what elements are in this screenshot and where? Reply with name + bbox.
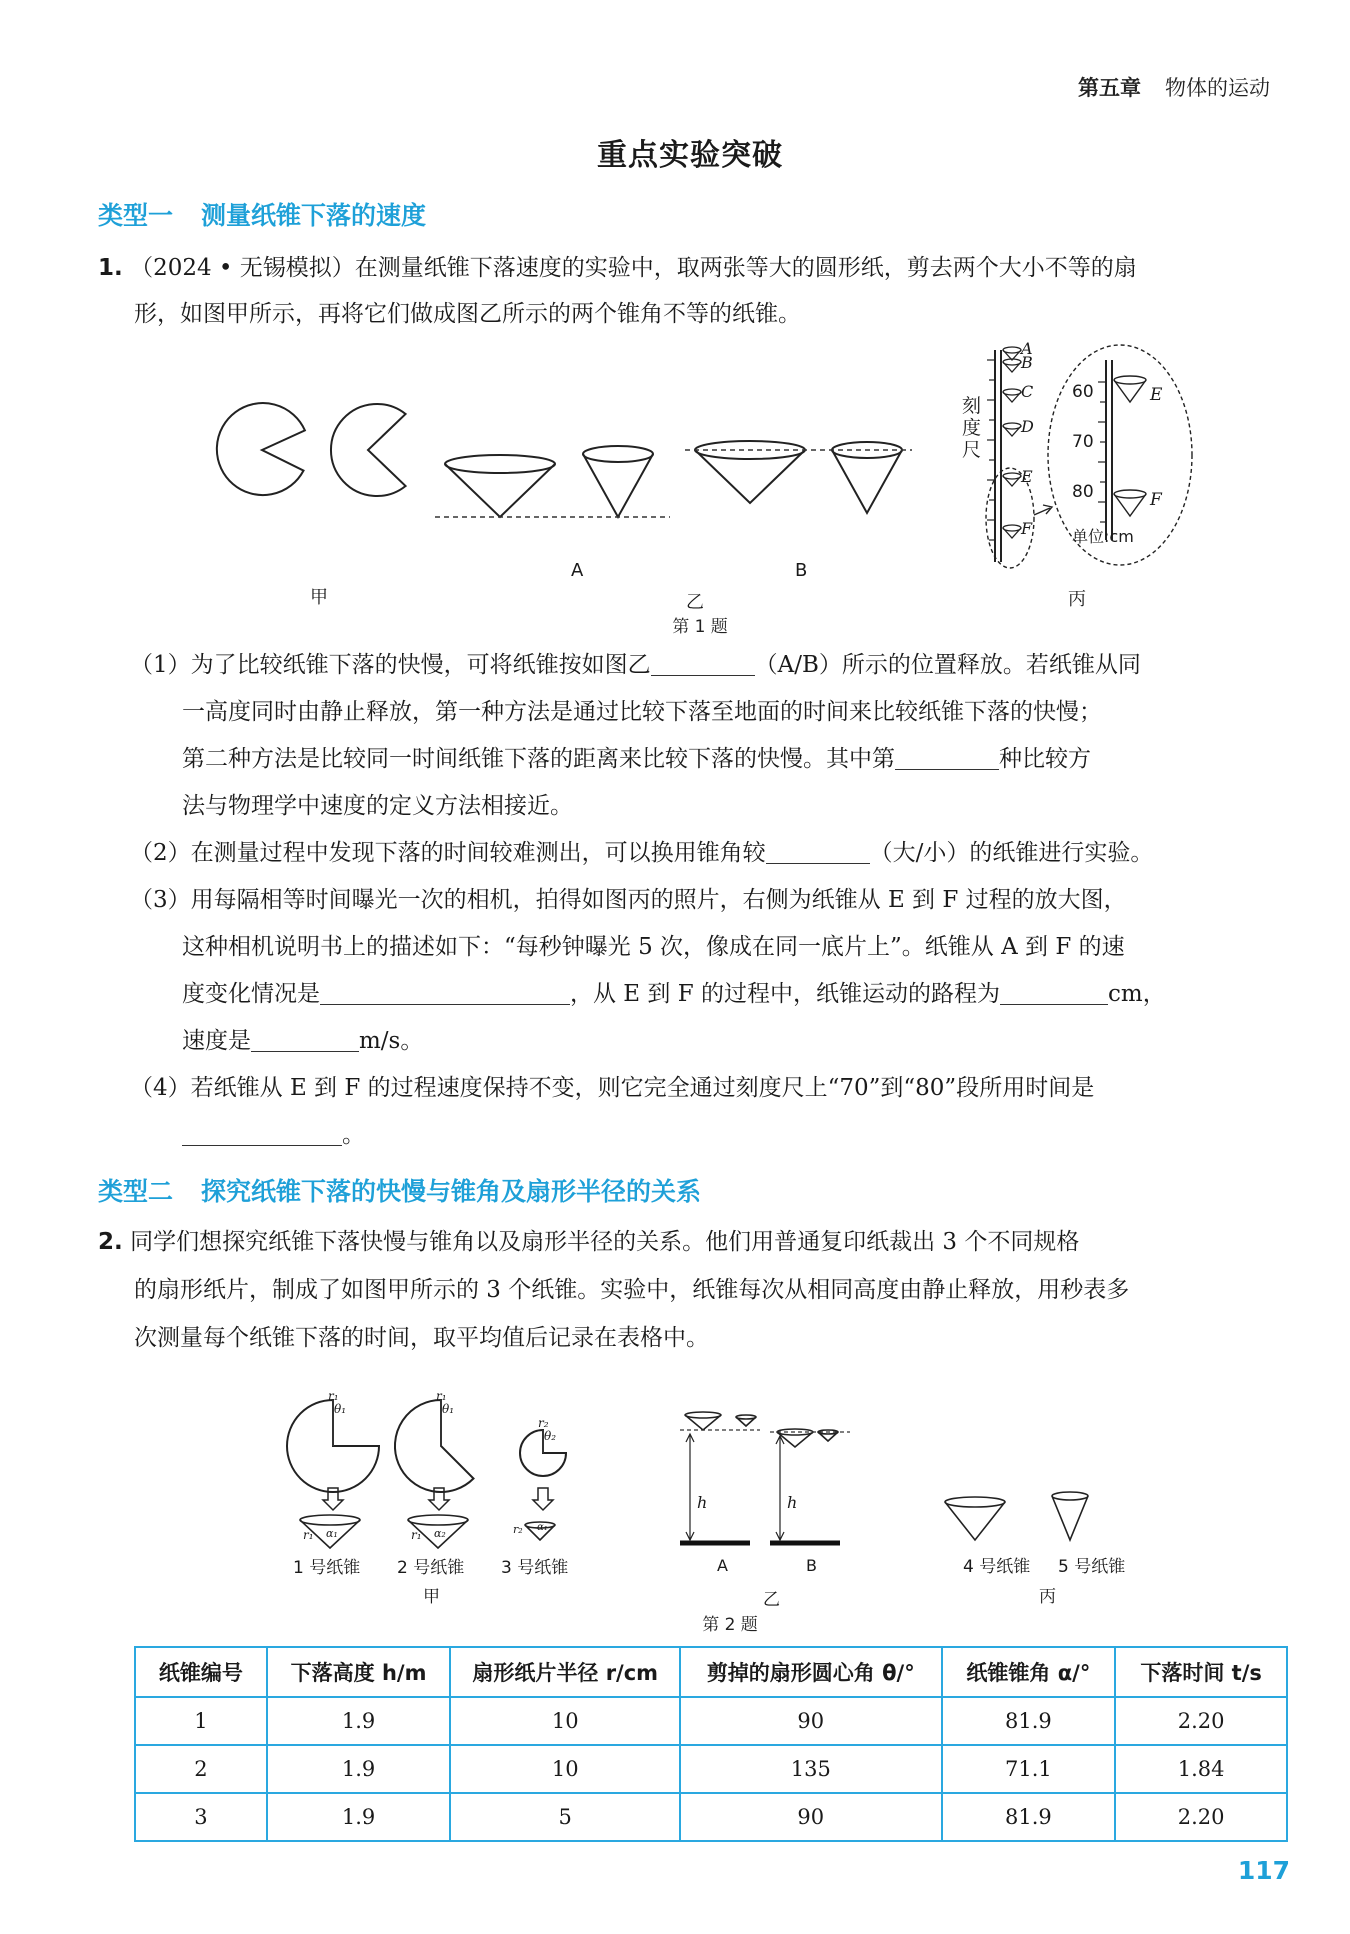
- cone-a-large: [445, 464, 555, 517]
- point-label: A: [1021, 339, 1033, 358]
- table-cell: 2: [135, 1745, 267, 1793]
- fig1-label-yi: 乙: [686, 592, 704, 613]
- fig1-label-jia: 甲: [310, 587, 328, 608]
- q1-sub-4: [130, 1065, 1300, 1159]
- unit-label: 单位:cm: [1072, 527, 1134, 546]
- table-cell: 1.9: [267, 1793, 451, 1841]
- label-alpha1: α₁: [326, 1527, 338, 1540]
- fig2-label-bing: 丙: [1039, 1587, 1056, 1607]
- label-r1: r₁: [328, 1389, 339, 1403]
- question-2-stem: [98, 1218, 1298, 1362]
- label-r1: r₁: [303, 1528, 314, 1542]
- point-label: E: [1021, 467, 1033, 486]
- question-text: 的扇形纸片，制成了如图甲所示的 3 个纸锥。实验中，纸锥每次从相同高度由静止释放，用秒表多: [134, 1277, 1130, 1303]
- sub-text: （4）若纸锥从 E 到 F 的过程速度保持不变，则它完全通过刻度尺上“70”到“80”段所用时间是: [130, 1075, 1095, 1101]
- point-label: B: [1021, 353, 1033, 372]
- q1-sub-1: [130, 642, 1300, 830]
- cone-5-label: 5 号纸锥: [1058, 1557, 1126, 1577]
- table-cell: 2.20: [1115, 1697, 1287, 1745]
- sub-text: 一高度同时由静止释放，第一种方法是通过比较下落至地面的时间来比较纸锥下落的快慢；: [182, 699, 1102, 725]
- question-text: 次测量每个纸锥下落的时间，取平均值后记录在表格中。: [134, 1325, 709, 1351]
- section-title: 探究纸锥下落的快慢与锥角及扇形半径的关系: [201, 1177, 702, 1206]
- table-cell: 135: [680, 1745, 942, 1793]
- table-cell: 2.20: [1115, 1793, 1287, 1841]
- chapter-number: 第五章: [1078, 76, 1141, 100]
- table-header: 纸锥锥角 α/°: [942, 1647, 1116, 1697]
- answer-blank[interactable]: [320, 978, 570, 1005]
- chapter-title: 物体的运动: [1165, 76, 1270, 100]
- cone-b-small: [832, 450, 902, 513]
- fig1-label-B: B: [795, 560, 808, 581]
- height-label-b: h: [787, 1493, 798, 1512]
- table-cell: 10: [450, 1745, 680, 1793]
- cut-circle-2: [331, 404, 406, 496]
- cut-circle-1: [217, 403, 305, 495]
- height-label-a: h: [697, 1493, 708, 1512]
- question-text: 同学们想探究纸锥下落快慢与锥角以及扇形半径的关系。他们用普通复印纸裁出 3 个不同规格: [130, 1229, 1080, 1255]
- table-cell: 1: [135, 1697, 267, 1745]
- table-header: 纸锥编号: [135, 1647, 267, 1697]
- answer-blank[interactable]: [651, 649, 755, 676]
- table-row: [135, 1793, 1287, 1841]
- cone-2-label: 2 号纸锥: [397, 1558, 465, 1578]
- table-cell: 81.9: [942, 1793, 1116, 1841]
- point-label: F: [1021, 519, 1033, 538]
- sub-text: 法与物理学中速度的定义方法相接近。: [182, 793, 573, 819]
- table-cell: 90: [680, 1793, 942, 1841]
- sub-text: ，从 E 到 F 的过程中，纸锥运动的路程为: [570, 981, 1000, 1007]
- section-heading-1: [98, 196, 426, 232]
- table-cell: 1.84: [1115, 1745, 1287, 1793]
- running-header: [1078, 72, 1270, 102]
- section-title: 测量纸锥下落的速度: [201, 201, 427, 230]
- label-r1: r₁: [436, 1389, 447, 1403]
- label-r1: r₁: [411, 1528, 422, 1542]
- answer-blank[interactable]: [251, 1025, 359, 1052]
- table-cell: 5: [450, 1793, 680, 1841]
- question-text: 形，如图甲所示，再将它们做成图乙所示的两个锥角不等的纸锥。: [134, 301, 801, 327]
- scale-80: 80: [1072, 482, 1094, 502]
- label-r2: r₂: [513, 1523, 523, 1536]
- answer-blank[interactable]: [895, 743, 999, 770]
- sector-2: [395, 1400, 474, 1492]
- sub-text: m/s。: [359, 1028, 424, 1054]
- enlarged-label-E: E: [1150, 385, 1163, 405]
- sub-text: （1）为了比较纸锥下落的快慢，可将纸锥按如图乙: [130, 652, 651, 678]
- table-header: 扇形纸片半径 r/cm: [450, 1647, 680, 1697]
- table-row: [135, 1745, 1287, 1793]
- label-theta1: θ₁: [334, 1402, 347, 1416]
- table-header: 下落高度 h/m: [267, 1647, 451, 1697]
- page-number: 117: [1237, 1856, 1290, 1885]
- point-label: C: [1021, 382, 1034, 401]
- scale-70: 70: [1072, 432, 1094, 452]
- table-row: [135, 1697, 1287, 1745]
- sub-text: 速度是: [182, 1028, 251, 1054]
- fig2-label-B: B: [806, 1556, 817, 1575]
- cone-b-large: [695, 450, 805, 503]
- fig2-label-yi: 乙: [763, 1590, 780, 1610]
- table-cell: 81.9: [942, 1697, 1116, 1745]
- table-header-row: [135, 1647, 1287, 1697]
- table-cell: 1.9: [267, 1745, 451, 1793]
- q1-sub-2: [130, 830, 1300, 877]
- cone-1-label: 1 号纸锥: [293, 1558, 361, 1578]
- answer-blank[interactable]: [182, 1119, 342, 1146]
- sub-text: （A/B）所示的位置释放。若纸锥从同: [754, 652, 1141, 678]
- answer-blank[interactable]: [766, 837, 870, 864]
- figure-2: [260, 1360, 1160, 1580]
- fig2-label-A: A: [717, 1556, 728, 1575]
- fig2-label-jia: 甲: [423, 1587, 440, 1607]
- section-label: 类型一: [98, 201, 174, 230]
- figure-1-caption: 第 1 题: [672, 617, 728, 637]
- label-r2: r₂: [538, 1416, 549, 1430]
- table-cell: 1.9: [267, 1697, 451, 1745]
- cone-4-label: 4 号纸锥: [963, 1557, 1031, 1577]
- sub-text: 度变化情况是: [182, 981, 320, 1007]
- sub-text: 第二种方法是比较同一时间纸锥下落的距离来比较下落的快慢。其中第: [182, 746, 895, 772]
- table-cell: 10: [450, 1697, 680, 1745]
- answer-blank[interactable]: [1000, 978, 1108, 1005]
- q1-sub-3: [130, 877, 1300, 1065]
- cone-3-label: 3 号纸锥: [501, 1558, 569, 1578]
- page-title: 重点实验突破: [597, 138, 783, 173]
- label-alpha2: α₂: [434, 1527, 446, 1540]
- label-alpha1: α₁: [537, 1522, 548, 1533]
- fig1-label-A: A: [571, 560, 584, 581]
- cone-a-small-rim: [583, 446, 653, 462]
- sub-text: 种比较方: [999, 746, 1091, 772]
- ruler-label: 刻度尺: [962, 395, 982, 461]
- table-cell: 90: [680, 1697, 942, 1745]
- question-1-stem: [98, 245, 1298, 337]
- cone-a-large-rim: [445, 455, 555, 473]
- enlarged-label-F: F: [1150, 490, 1162, 510]
- sub-text: 这种相机说明书上的描述如下：“每秒钟曝光 5 次，像成在同一底片上”。纸锥从 A 到 F 的速: [182, 934, 1125, 960]
- data-table: [134, 1646, 1288, 1842]
- figure-2-caption: 第 2 题: [702, 1615, 758, 1635]
- sub-text: （大/小）的纸锥进行实验。: [869, 840, 1154, 866]
- section-heading-2: [98, 1172, 701, 1208]
- cone-a-small: [583, 454, 653, 517]
- sub-text: 。: [342, 1122, 365, 1148]
- scale-60: 60: [1072, 382, 1094, 402]
- table-header: 下落时间 t/s: [1115, 1647, 1287, 1697]
- table-header: 剪掉的扇形圆心角 θ/°: [680, 1647, 942, 1697]
- sub-text: （2）在测量过程中发现下落的时间较难测出，可以换用锥角较: [130, 840, 766, 866]
- sub-text: cm，: [1108, 981, 1166, 1007]
- question-text: （2024 • 无锡模拟）在测量纸锥下落速度的实验中，取两张等大的圆形纸，剪去两个大小不等的扇: [130, 255, 1137, 281]
- question-number: 2.: [98, 1229, 123, 1255]
- table-cell: 71.1: [942, 1745, 1116, 1793]
- label-theta2: θ₂: [544, 1429, 557, 1443]
- section-label: 类型二: [98, 1177, 174, 1206]
- question-number: 1.: [98, 255, 123, 281]
- sub-text: （3）用每隔相等时间曝光一次的相机，拍得如图丙的照片，右侧为纸锥从 E 到 F 过程的放大图，: [130, 887, 1127, 913]
- label-theta1: θ₁: [442, 1402, 455, 1416]
- fig1-label-bing: 丙: [1068, 589, 1086, 610]
- table-cell: 3: [135, 1793, 267, 1841]
- point-label: D: [1021, 417, 1034, 436]
